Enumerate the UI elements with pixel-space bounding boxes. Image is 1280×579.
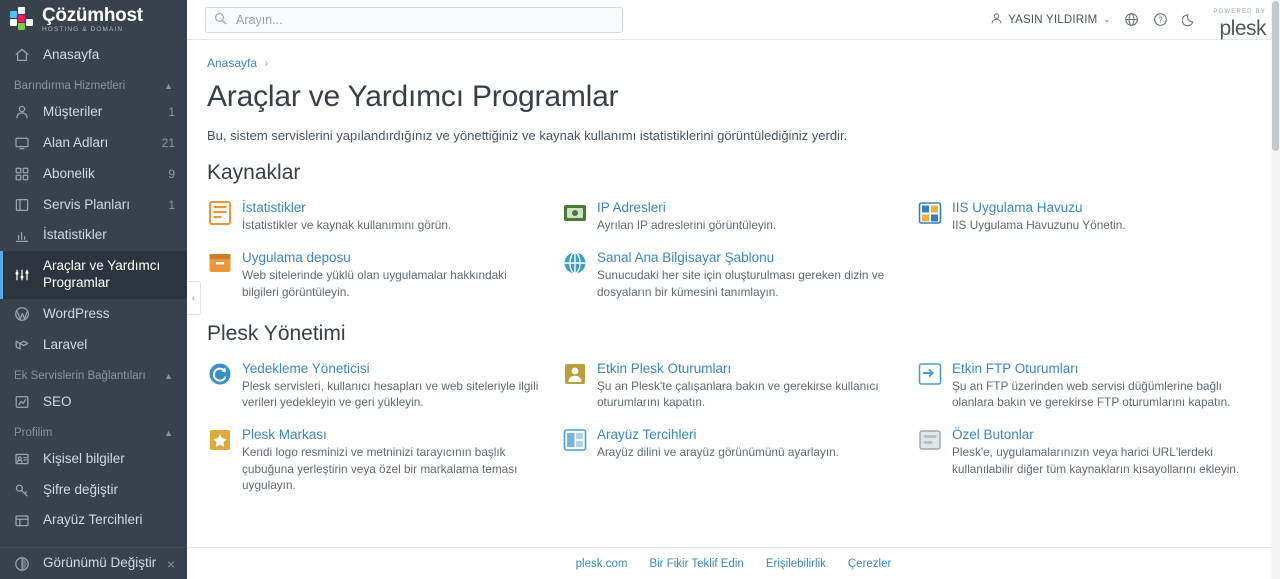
breadcrumb-home-link[interactable]: Anasayfa <box>207 56 258 70</box>
tool-card[interactable] <box>917 426 1260 493</box>
sidebar-item-label: SEO <box>43 393 72 409</box>
id-card-icon <box>14 451 34 467</box>
tool-link[interactable]: Özel Butonlar <box>952 427 1034 443</box>
svg-text:?: ? <box>1158 15 1164 25</box>
help-icon[interactable] <box>1153 12 1168 27</box>
tool-card[interactable] <box>917 360 1260 411</box>
breadcrumb <box>207 56 1260 70</box>
main-area <box>187 0 1280 579</box>
brand-logo[interactable] <box>0 0 187 40</box>
sidebar-item-alan-adlar[interactable] <box>0 128 187 159</box>
tool-description: Web sitelerinde yüklü olan uygulamalar hakkındaki bilgileri görüntüleyin. <box>242 268 507 299</box>
wordpress-icon <box>14 306 34 322</box>
topbar-right <box>990 1 1266 39</box>
user-menu[interactable] <box>990 12 1110 28</box>
sidebar-item-label: Laravel <box>43 336 88 352</box>
grid-icon <box>14 166 34 182</box>
tool-link[interactable]: Arayüz Tercihleri <box>597 427 697 443</box>
page-description: Bu, sistem servislerini yapılandırdığınız ve yönettiğiniz ve kaynak kullanımı istatistiklerini görüntülediğiniz yerdir. <box>207 128 848 143</box>
sidebar <box>0 0 187 579</box>
tool-link[interactable]: Yedekleme Yöneticisi <box>242 360 370 376</box>
chart-icon <box>14 228 34 244</box>
sidebar-item-label: Araçlar ve Yardımcı Programlar <box>43 258 161 291</box>
footer-link-3[interactable]: Çerezler <box>847 557 892 570</box>
sidebar-item-label: Arayüz Tercihleri <box>43 512 143 528</box>
scrollbar-thumb[interactable] <box>1272 1 1279 151</box>
sidebar-item-i-statistikler[interactable] <box>0 220 187 251</box>
sidebar-item-view-switch[interactable] <box>0 548 187 579</box>
sidebar-item-label: Anasayfa <box>43 47 100 62</box>
breadcrumb-separator: › <box>264 56 269 70</box>
tool-description: Arayüz dilini ve arayüz görünümünü ayarlayın. <box>597 445 839 460</box>
tool-card[interactable] <box>562 426 917 493</box>
sidebar-item-seo[interactable] <box>0 387 187 418</box>
tool-link[interactable]: IP Adresleri <box>597 200 666 215</box>
tools-icon <box>14 267 34 283</box>
tool-link[interactable]: Etkin FTP Oturumları <box>952 360 1079 376</box>
virtual-host-template-icon <box>562 250 588 276</box>
chevron-up-icon: ▲ <box>164 80 173 91</box>
topbar <box>187 0 1280 40</box>
sidebar-item-ifre-de-i-tir[interactable] <box>0 475 187 506</box>
search-box <box>205 7 623 33</box>
tool-link[interactable]: Uygulama deposu <box>242 250 351 266</box>
section-1 <box>207 322 1260 493</box>
section-0 <box>207 161 1260 300</box>
brand-name: Çözümhost <box>42 5 143 27</box>
globe-language-icon[interactable] <box>1124 12 1139 27</box>
app-repository-icon <box>207 250 233 276</box>
sidebar-item-ki-isel-bilgiler[interactable] <box>0 444 187 475</box>
tool-description: Kendi logo resminizi ve metninizi tarayıcının başlık çubuğuna yerleştirin veya özel bir markalama teması uygulayın. <box>242 445 518 492</box>
footer-link-1[interactable]: Bir Fikir Teklif Edin <box>649 557 744 570</box>
sidebar-item-count: 21 <box>161 136 175 151</box>
tool-sections <box>207 161 1260 493</box>
page-title: Araçlar ve Yardımcı Programlar <box>207 80 619 113</box>
tool-link[interactable]: Etkin Plesk Oturumları <box>597 360 732 376</box>
sidebar-item-wordpress[interactable] <box>0 299 187 330</box>
user-icon <box>990 12 1003 28</box>
search-input[interactable] <box>205 7 623 33</box>
sidebar-item-abonelik[interactable] <box>0 159 187 190</box>
tool-card[interactable] <box>562 249 917 300</box>
search-icon <box>214 12 227 30</box>
sidebar-item-label: Kişisel bilgiler <box>43 450 125 466</box>
view-switch-icon <box>14 556 34 572</box>
plesk-logo <box>1213 1 1266 39</box>
content-area <box>187 40 1280 547</box>
tool-link[interactable]: Plesk Markası <box>242 427 327 443</box>
plesk-branding-icon <box>207 427 233 453</box>
tool-description: Sunucudaki her site için oluşturulması gereken dizin ve dosyaların bir kümesini tanımlayın. <box>597 268 885 299</box>
sidebar-item-label: WordPress <box>43 306 110 321</box>
sidebar-bottom <box>0 547 187 579</box>
tool-description: IIS Uygulama Havuzunu Yönetin. <box>952 218 1126 232</box>
sidebar-item-count: 1 <box>168 197 175 212</box>
laravel-icon <box>14 337 34 353</box>
sidebar-item-label: Alan Adları <box>43 134 109 150</box>
key-icon <box>14 482 34 498</box>
sidebar-item-aray-z-tercihleri[interactable] <box>0 505 187 536</box>
sidebar-item-label: Şifre değiştir <box>43 481 119 497</box>
plesk-powered-by: POWERED BY <box>1213 8 1266 15</box>
footer <box>187 547 1280 579</box>
section-title: Kaynaklar <box>207 161 301 184</box>
sidebar-section-label: Ek Servislerin Bağlantıları <box>14 369 146 382</box>
tool-description: Ayrılan IP adreslerini görüntüleyin. <box>597 218 777 232</box>
sidebar-nav <box>0 40 187 536</box>
statistics-icon <box>207 200 233 226</box>
sidebar-item-servis-planlar[interactable] <box>0 190 187 221</box>
home-icon <box>14 47 34 63</box>
book-icon <box>14 197 34 213</box>
tool-card[interactable] <box>562 199 917 233</box>
brand-tagline: HOSTING & DOMAIN <box>42 26 124 34</box>
tool-link[interactable]: IIS Uygulama Havuzu <box>952 200 1083 215</box>
sidebar-item-label: Abonelik <box>43 165 95 181</box>
tool-description: Plesk servisleri, kullanıcı hesapları ve web siteleriyle ilgili verileri yedekleyin ve geri yükleyin. <box>242 378 539 410</box>
tool-description: Şu an FTP üzerinden web servisi düğümlerine bağlı olanlara bakın ve gerekirse FTP oturumlarını kapatın. <box>952 378 1231 410</box>
tool-description: Plesk'e, uygulamalarınızın veya harici URL'lerdeki kullanılabilir diğer tüm kaynakların kısayollarını ekleyin. <box>952 445 1240 476</box>
interface-icon <box>14 513 34 529</box>
tool-description: İstatistikler ve kaynak kullanımını görün. <box>242 218 452 232</box>
sidebar-item-ara-lar-ve-yard-mc-programlar[interactable] <box>0 251 187 299</box>
tool-link[interactable]: Sanal Ana Bilgisayar Şablonu <box>597 250 775 266</box>
tool-card[interactable] <box>562 360 917 411</box>
user-icon <box>14 104 34 120</box>
seo-icon <box>14 394 34 410</box>
tool-card[interactable] <box>207 199 562 233</box>
active-plesk-sessions-icon <box>562 361 588 387</box>
footer-link-0[interactable]: plesk.com <box>575 557 628 570</box>
sidebar-item-anasayfa[interactable] <box>0 40 187 71</box>
tool-grid <box>207 360 1260 493</box>
custom-buttons-icon <box>917 427 943 453</box>
chevron-up-icon: ▲ <box>164 427 173 438</box>
sidebar-item-laravel[interactable] <box>0 330 187 361</box>
tool-card[interactable] <box>917 199 1260 233</box>
sidebar-item-label: İstatistikler <box>43 227 107 243</box>
tool-grid <box>207 199 1260 300</box>
close-icon[interactable]: × <box>166 555 175 572</box>
chevron-up-icon: ▲ <box>164 370 173 381</box>
tool-card-empty <box>917 249 1260 300</box>
active-ftp-sessions-icon <box>917 361 943 387</box>
sidebar-item-count: 1 <box>168 105 175 120</box>
iis-app-pool-icon <box>917 200 943 226</box>
tool-card[interactable] <box>207 426 562 493</box>
backup-manager-icon <box>207 361 233 387</box>
tool-link[interactable]: İstatistikler <box>242 200 306 215</box>
sidebar-section-label: Barındırma Hizmetleri <box>14 79 126 92</box>
footer-link-2[interactable]: Erişilebilirlik <box>765 557 826 570</box>
sidebar-item-m-teriler[interactable] <box>0 97 187 128</box>
ip-addresses-icon <box>562 200 588 226</box>
cozumhost-logo-icon <box>10 7 36 33</box>
moon-dark-mode-icon[interactable] <box>1182 12 1197 27</box>
tool-card[interactable] <box>207 360 562 411</box>
sidebar-section-12[interactable] <box>0 418 187 444</box>
tool-card[interactable] <box>207 249 562 300</box>
user-name: YASIN YILDIRIM <box>1008 13 1098 26</box>
sidebar-item-count: 9 <box>168 167 175 182</box>
sidebar-item-label: Müşteriler <box>43 103 103 119</box>
sidebar-item-label: Görünümü Değiştir <box>43 555 157 571</box>
monitor-icon <box>14 135 34 151</box>
sidebar-collapse-button[interactable]: ‹ <box>187 281 201 315</box>
sidebar-item-label: Servis Planları <box>43 196 131 212</box>
sidebar-section-1[interactable] <box>0 71 187 97</box>
section-title: Plesk Yönetimi <box>207 321 346 345</box>
chevron-down-icon: ⌄ <box>1103 15 1111 24</box>
tool-description: Şu an Plesk'te çalışanlara bakın ve gerekirse kullanıcı oturumlarını kapatın. <box>597 378 879 410</box>
page-scrollbar[interactable] <box>1271 0 1280 579</box>
plesk-brand-name: plesk <box>1219 16 1266 40</box>
sidebar-section-10[interactable] <box>0 361 187 387</box>
sidebar-section-label: Profilim <box>14 426 53 439</box>
interface-preferences-icon <box>562 427 588 453</box>
